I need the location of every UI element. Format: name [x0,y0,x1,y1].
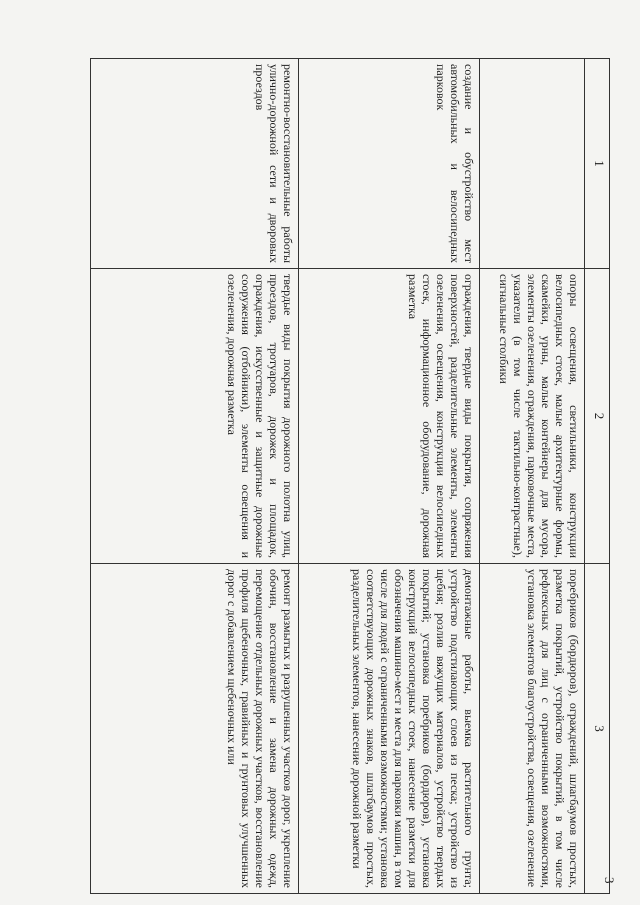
document-table-container [90,58,610,893]
header-col-3: 3 [585,564,610,894]
page-number: 3 [602,877,617,884]
table-row [479,59,584,894]
header-row [585,59,610,894]
works-table [90,58,610,894]
table-row [91,59,299,894]
row-2-works: демонтажные работы, выемка растительного грунта; устройство подстилающих слоев из песка; устройство из щебня; розлив вяжущих материалов, устройство твердых покрытий; установка поребриков (бордюров), установка конструкций велосипедных стоек, нанесение разметки для обозначения машино-мест и места для парковки машин, в том числе для людей с ограниченными возможностями; установка соответствующих дорожных знаков, шлагбаумов простых, разделительных элементов, нанесение дорожной разметки [298,564,479,894]
header-col-2: 2 [585,269,610,564]
row-3-elements: твердые виды покрытия дорожного полотна улиц, проездов, тротуаров, дорожек и площадок, ограждения, искусственные и защитные дорожные сооружения (отбойники), элементы освещения и озеленения, дорожная разметка [91,269,299,564]
row-2-work-type: создание и обустройство мест автомобильных и велосипедных парковок [298,59,479,269]
row-1-works: поребриков (бордюров), ограждений, шлагбаумов простых, разметка покрытий, устройство покрытий, в том числе рефлексных для лиц с ограниченными возможностями, установка элементов благоустройства, освещения, озеленение [479,564,584,894]
row-1-elements: опоры освещения, светильники, конструкции велосипедных стоек, малые архитектурные формы, скамейки, урны, малые контейнеры для мусора, элементы озеленения, ограждения, парковочные места, указатели (в том числе тактильно-контрастные), сигнальные столбики [479,269,584,564]
row-3-works: ремонт размытых и разрушенных участков дорог, укрепление обочин, восстановление и замена дорожных одежд, перемощение отдельных дорожных участков, восстановление профиля щебеночных, гравийных и грунтовых улучшенных дорог с добавлением щебеночных или [91,564,299,894]
header-col-1: 1 [585,59,610,269]
row-2-elements: ограждения, твердые виды покрытия, сопряжения поверхностей, разделительные элементы, элементы озеленения, освещения, конструкции велосипедных стоек, информационное оборудование, дорожная разметка [298,269,479,564]
row-1-work-type [479,59,584,269]
row-3-work-type: ремонтно-восстановительные работы улично-дорожной сети и дворовых проездов [91,59,299,269]
table-row [298,59,479,894]
